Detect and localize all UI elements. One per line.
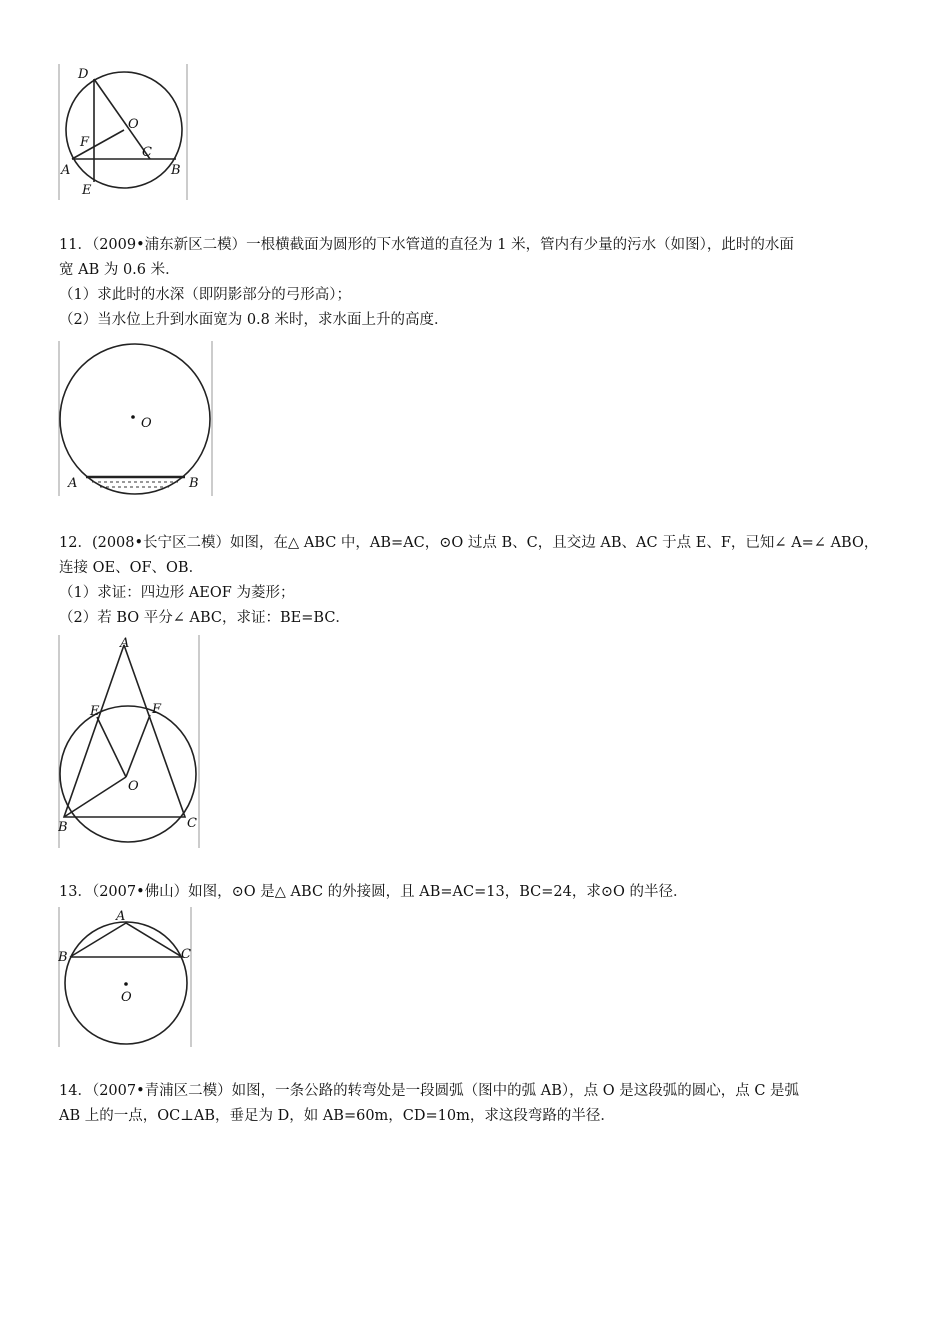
label-o: O xyxy=(121,990,132,1005)
figure-rhombus-aeof xyxy=(58,635,202,848)
problem-13 xyxy=(59,880,894,905)
label-f: F xyxy=(152,702,162,717)
label-f: F xyxy=(80,135,90,150)
label-a: A xyxy=(116,909,126,924)
label-b: B xyxy=(189,476,199,491)
problem-14 xyxy=(59,1079,894,1129)
label-o: O xyxy=(141,416,152,431)
label-a: A xyxy=(68,476,78,491)
label-a: A xyxy=(61,163,71,178)
label-e: E xyxy=(82,183,92,198)
label-b: B xyxy=(58,950,68,965)
label-d: D xyxy=(78,67,89,82)
problem-12-line-3: （1）求证：四边形 AEOF 为菱形； xyxy=(59,585,295,601)
problem-13-line-1: 13．（2007•佛山）如图，⊙O 是△ ABC 的外接圆，且 AB=AC=13，BC=24，求⊙O 的半径． xyxy=(59,884,688,900)
problem-11-line-1: 11．（2009•浦东新区二模）一根横截面为圆形的下水管道的直径为 1 米，管内有少量的污水（如图），此时的水面 xyxy=(59,237,794,253)
problem-11-line-4: （2）当水位上升到水面宽为 0.8 米时，求水面上升的高度． xyxy=(59,312,449,328)
label-o: O xyxy=(128,117,139,132)
problem-14-line-1: 14．（2007•青浦区二模）如图，一条公路的转弯处是一段圆弧（图中的弧 AB），点 O 是这段弧的圆心，点 C 是弧 xyxy=(59,1083,800,1099)
label-c: C xyxy=(181,947,191,962)
problem-11 xyxy=(59,233,894,333)
label-c: C xyxy=(187,816,197,831)
label-b: B xyxy=(171,163,181,178)
figure-circumcircle-abc xyxy=(58,907,194,1047)
problem-14-line-2: AB 上的一点，OC⊥AB，垂足为 D，如 AB=60m，CD=10m，求这段弯路的半径． xyxy=(59,1108,615,1124)
problem-12-line-4: （2）若 BO 平分∠ ABC，求证：BE=BC． xyxy=(59,610,350,626)
label-e: E xyxy=(90,704,100,719)
problem-11-line-2: 宽 AB 为 0.6 米． xyxy=(59,262,180,278)
problem-12 xyxy=(59,531,894,631)
figure-pipe-water xyxy=(58,341,214,496)
label-c: C xyxy=(142,145,152,160)
label-b: B xyxy=(58,820,68,835)
problem-12-line-1: 12．(2008•长宁区二模）如图，在△ ABC 中，AB=AC，⊙O 过点 B、C，且交边 AB、AC 于点 E、F，已知∠ A=∠ ABO， xyxy=(59,535,879,551)
label-o: O xyxy=(128,779,139,794)
problem-12-line-2: 连接 OE、OF、OB． xyxy=(59,560,204,576)
problem-11-line-3: （1）求此时的水深（即阴影部分的弓形高）； xyxy=(59,287,351,303)
label-a: A xyxy=(120,636,130,651)
figure-circle-dfoc xyxy=(58,64,190,200)
